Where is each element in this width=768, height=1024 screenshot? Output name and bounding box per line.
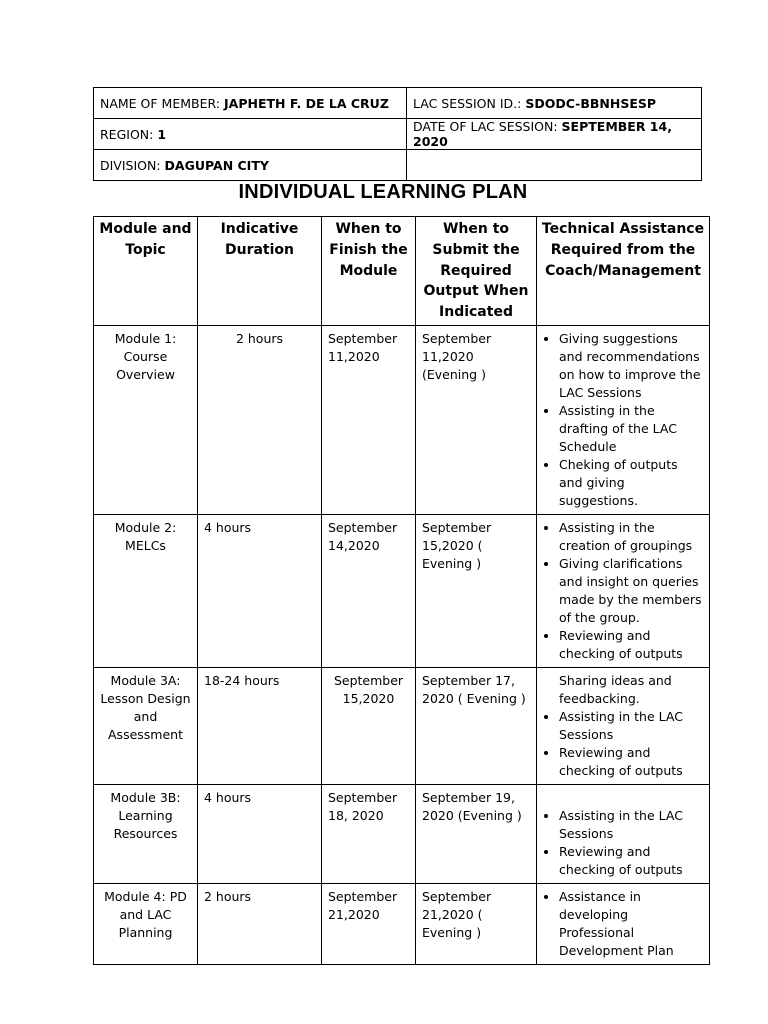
column-header: Indicative Duration bbox=[198, 217, 322, 326]
technical-assistance-cell bbox=[537, 325, 710, 514]
table-row bbox=[94, 883, 710, 964]
assistance-item: • Reviewing and checking of outputs bbox=[559, 744, 703, 780]
submit-date-cell: September 21,2020 ( Evening ) bbox=[416, 883, 537, 964]
module-topic-cell: Module 1: Course Overview bbox=[94, 325, 198, 514]
member-name-cell bbox=[94, 88, 407, 119]
duration-cell: 2 hours bbox=[198, 883, 322, 964]
finish-date-cell: September 15,2020 bbox=[322, 667, 416, 784]
technical-assistance-cell bbox=[537, 514, 710, 667]
assistance-item: • Cheking of outputs and giving suggestions. bbox=[559, 456, 703, 510]
division-label: DIVISION: bbox=[100, 157, 165, 173]
finish-date-cell: September 11,2020 bbox=[322, 325, 416, 514]
assistance-item: • Assisting in the creation of groupings bbox=[559, 519, 703, 555]
submit-date-cell: September 17, 2020 ( Evening ) bbox=[416, 667, 537, 784]
duration-cell: 4 hours bbox=[198, 514, 322, 667]
technical-assistance-cell bbox=[537, 883, 710, 964]
session-date-value: SEPTEMBER 14, 2020 bbox=[413, 119, 672, 149]
learning-plan-table bbox=[93, 216, 710, 965]
session-id-cell bbox=[407, 88, 702, 119]
duration-cell: 2 hours bbox=[198, 325, 322, 514]
member-info-table bbox=[93, 87, 702, 181]
assistance-item: • Giving suggestions and recommendations on how to improve the LAC Sessions bbox=[559, 330, 703, 402]
assistance-item: • Giving clarifications and insight on queries made by the members of the group. bbox=[559, 555, 703, 627]
member-name-label: NAME OF MEMBER: bbox=[100, 95, 224, 111]
table-row bbox=[94, 667, 710, 784]
table-header-row bbox=[94, 217, 710, 326]
submit-date-cell: September 19, 2020 (Evening ) bbox=[416, 784, 537, 883]
region-label: REGION: bbox=[100, 126, 158, 142]
assistance-note: Sharing ideas and feedbacking. bbox=[559, 672, 672, 706]
column-header: Module and Topic bbox=[94, 217, 198, 326]
duration-cell: 18-24 hours bbox=[198, 667, 322, 784]
document-title: INDIVIDUAL LEARNING PLAN bbox=[238, 181, 528, 203]
technical-assistance-cell bbox=[537, 667, 710, 784]
assistance-list bbox=[543, 888, 703, 960]
technical-assistance-cell bbox=[537, 784, 710, 883]
assistance-item: • Assisting in the drafting of the LAC Schedule bbox=[559, 402, 703, 456]
finish-date-cell: September 21,2020 bbox=[322, 883, 416, 964]
submit-date-cell: September 15,2020 ( Evening ) bbox=[416, 514, 537, 667]
submit-date-cell: September 11,2020 (Evening ) bbox=[416, 325, 537, 514]
assistance-list bbox=[543, 519, 703, 663]
module-topic-cell: Module 3A: Lesson Design and Assessment bbox=[94, 667, 198, 784]
table-row bbox=[94, 784, 710, 883]
table-row bbox=[94, 514, 710, 667]
column-header: When to Submit the Required Output When Indicated bbox=[416, 217, 537, 326]
assistance-item: • Assistance in developing Professional Development Plan bbox=[559, 888, 703, 960]
session-date-label: DATE OF LAC SESSION: bbox=[413, 119, 562, 134]
division-value: DAGUPAN CITY bbox=[164, 157, 269, 173]
member-name-value: JAPHETH F. DE LA CRUZ bbox=[224, 95, 389, 111]
table-row bbox=[94, 325, 710, 514]
assistance-list bbox=[543, 807, 703, 879]
finish-date-cell: September 18, 2020 bbox=[322, 784, 416, 883]
empty-cell bbox=[407, 150, 702, 181]
module-topic-cell: Module 3B: Learning Resources bbox=[94, 784, 198, 883]
division-cell bbox=[94, 150, 407, 181]
finish-date-cell: September 14,2020 bbox=[322, 514, 416, 667]
session-id-value: SDODC-BBNHSESP bbox=[525, 95, 657, 111]
module-topic-cell: Module 4: PD and LAC Planning bbox=[94, 883, 198, 964]
session-date-cell bbox=[407, 119, 702, 150]
column-header: When to Finish the Module bbox=[322, 217, 416, 326]
session-id-label: LAC SESSION ID.: bbox=[413, 95, 526, 111]
assistance-item: • Assisting in the LAC Sessions bbox=[559, 708, 703, 744]
assistance-list bbox=[543, 330, 703, 510]
assistance-item: • Reviewing and checking of outputs bbox=[559, 843, 703, 879]
column-header: Technical Assistance Required from the Coach/Management bbox=[537, 217, 710, 326]
assistance-item: • Assisting in the LAC Sessions bbox=[559, 807, 703, 843]
region-value: 1 bbox=[157, 126, 167, 142]
duration-cell: 4 hours bbox=[198, 784, 322, 883]
module-topic-cell: Module 2: MELCs bbox=[94, 514, 198, 667]
assistance-list bbox=[543, 708, 703, 780]
region-cell bbox=[94, 119, 407, 150]
assistance-item: • Reviewing and checking of outputs bbox=[559, 627, 703, 663]
